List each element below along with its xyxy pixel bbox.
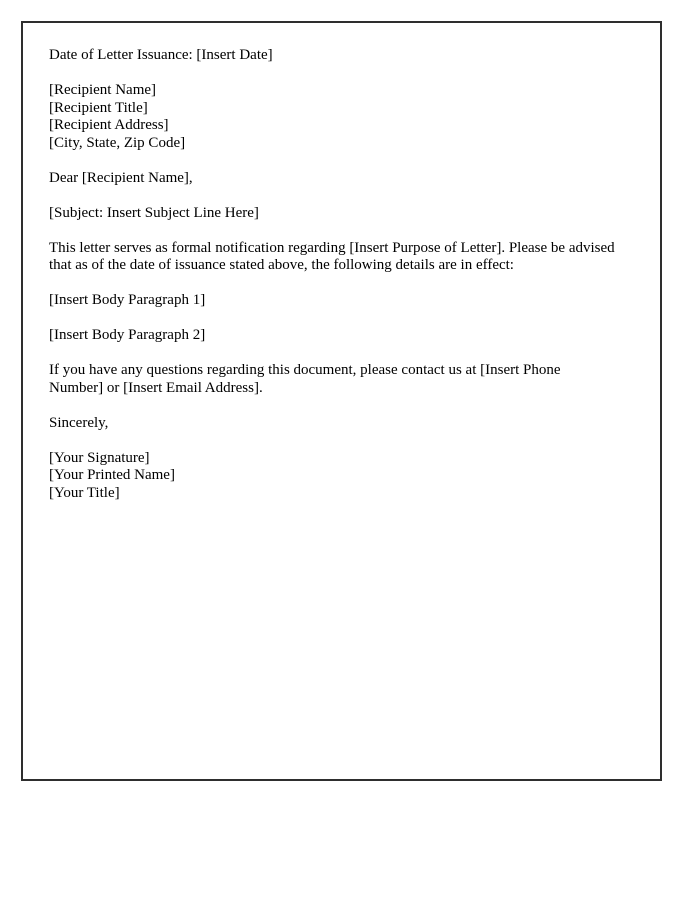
- contact-paragraph: If you have any questions regarding this document, please contact us at [Insert Phone Number] or [Insert Email Address].: [49, 362, 561, 396]
- date-line: Date of Letter Issuance: [Insert Date]: [49, 47, 273, 63]
- recipient-name-line: [Recipient Name]: [49, 82, 157, 98]
- closing: Sincerely,: [49, 414, 109, 431]
- subject-line: [Subject: Insert Subject Line Here]: [49, 204, 259, 221]
- body-paragraph-2: [Insert Body Paragraph 2]: [49, 327, 206, 343]
- printed-name-line: [Your Printed Name]: [49, 467, 175, 483]
- recipient-address-block: [49, 82, 616, 152]
- recipient-address-line: [Recipient Address]: [49, 117, 169, 133]
- intro-paragraph: This letter serves as formal notification regarding [Insert Purpose of Letter]. Please be advised that as of the date of issuance stated above, the following details are in effect:: [49, 239, 615, 273]
- sender-title-line: [Your Title]: [49, 484, 120, 501]
- signature-line: [Your Signature]: [49, 449, 150, 466]
- letter-template-frame: [21, 21, 662, 781]
- salutation: Dear [Recipient Name],: [49, 169, 193, 186]
- signature-block: [49, 450, 616, 503]
- body-paragraph-1: [Insert Body Paragraph 1]: [49, 292, 206, 308]
- recipient-title-line: [Recipient Title]: [49, 99, 148, 116]
- recipient-city-state-zip-line: [City, State, Zip Code]: [49, 134, 186, 151]
